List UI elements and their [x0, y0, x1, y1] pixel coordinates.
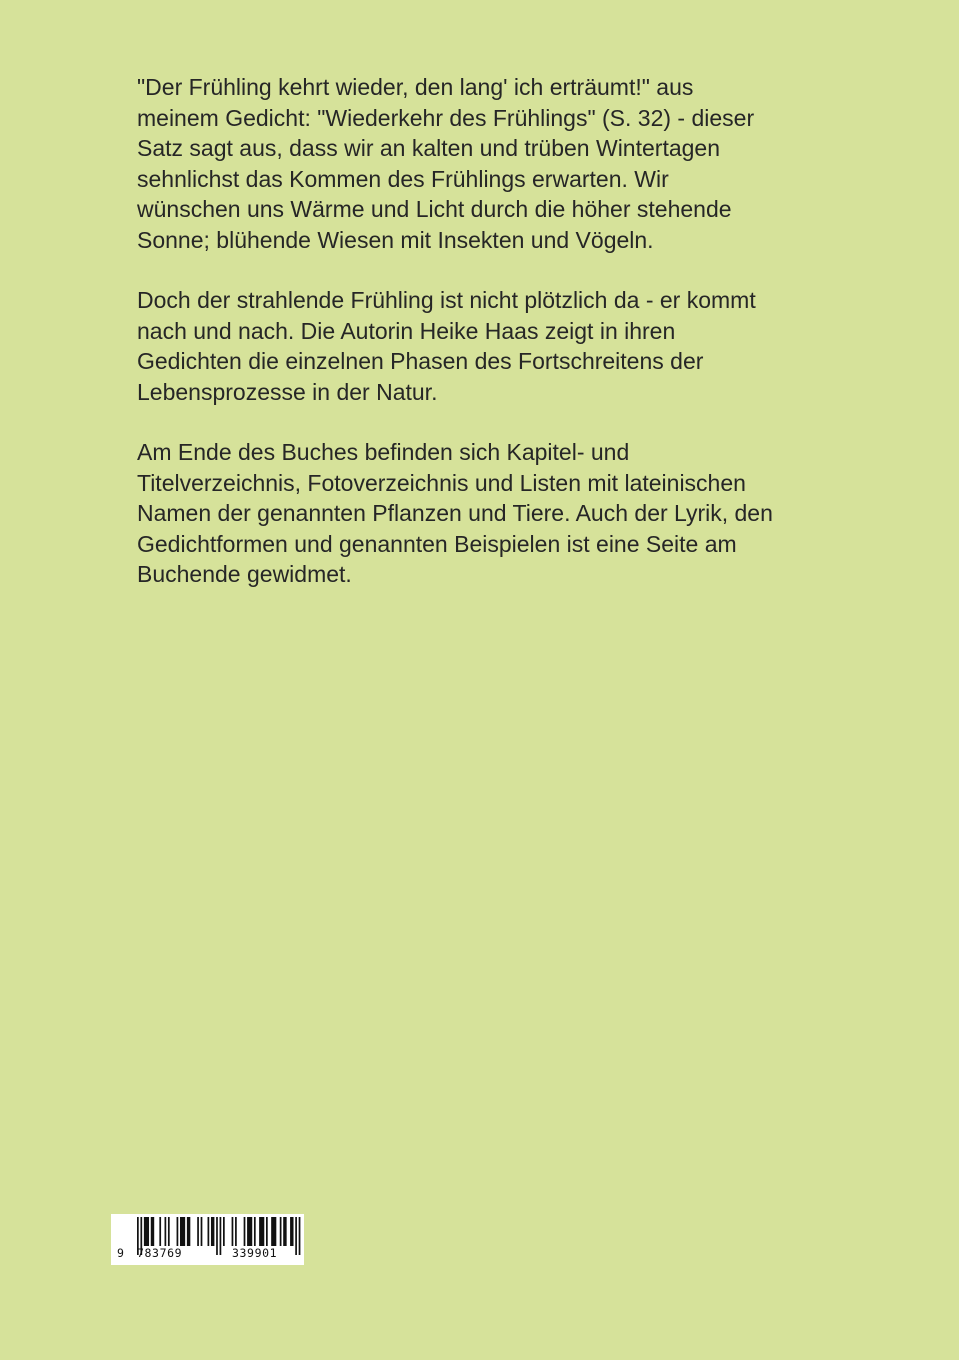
barcode-bar	[201, 1217, 203, 1246]
barcode-bar	[187, 1217, 190, 1246]
isbn-barcode	[111, 1214, 304, 1265]
barcode-bar	[168, 1217, 170, 1246]
barcode-bar	[180, 1217, 185, 1246]
barcode-bar	[165, 1217, 167, 1246]
barcode-guard-bar	[220, 1217, 222, 1255]
barcode-bar	[244, 1217, 246, 1246]
barcode-bar	[259, 1217, 264, 1246]
barcode-bar	[235, 1217, 237, 1246]
barcode-bar	[271, 1217, 276, 1246]
barcode-bar	[223, 1217, 225, 1246]
barcode-bar	[208, 1217, 210, 1246]
barcode-left-digits: 783769	[137, 1246, 183, 1260]
blurb-paragraph-2: Doch der strahlende Frühling ist nicht plötzlich da - er kommt nach und nach. Die Autorin Heike Haas zeigt in ihren Gedichten die einzelnen Phasen des Fortschreitens der Lebensprozesse in der Natur.	[137, 287, 756, 405]
barcode-bar	[144, 1217, 149, 1246]
barcode-guard-bar	[295, 1217, 297, 1255]
blurb-paragraph-1: "Der Frühling kehrt wieder, den lang' ich erträumt!" aus meinem Gedicht: "Wiederkehr des Frühlings" (S. 32) - dieser Satz sagt aus, dass wir an kalten und trüben Wintertagen sehnlichst das Kommen des Frühlings erwarten. Wir wünschen uns Wärme und Licht durch die höher stehende Sonne; blühende Wiesen mit Insekten und Vögeln.	[137, 74, 755, 253]
barcode-bar	[197, 1217, 199, 1246]
barcode-right-digits: 339901	[232, 1246, 278, 1260]
blurb-paragraph-3: Am Ende des Buches befinden sich Kapitel- und Titelverzeichnis, Fotoverzeichnis und Listen mit lateinischen Namen der genannten Pflanzen und Tiere. Auch der Lyrik, den Gedichtformen und genannten Beispielen ist eine Seite am Buchende gewidmet.	[137, 439, 773, 587]
barcode-bar	[177, 1217, 179, 1246]
barcode-bar	[266, 1217, 268, 1246]
barcode-bar	[247, 1217, 252, 1246]
barcode-bar	[232, 1217, 234, 1246]
barcode-guard-bar	[216, 1217, 218, 1255]
back-cover-blurb	[137, 72, 837, 620]
barcode-bar	[254, 1217, 256, 1246]
barcode-bar	[159, 1217, 161, 1246]
barcode-bar	[151, 1217, 154, 1246]
barcode-guard-bar	[299, 1217, 301, 1255]
barcode-bar	[290, 1217, 293, 1246]
barcode-bar	[211, 1217, 214, 1246]
barcode-bar	[280, 1217, 282, 1246]
barcode-lead-digit: 9	[117, 1246, 125, 1260]
barcode-bar	[283, 1217, 286, 1246]
